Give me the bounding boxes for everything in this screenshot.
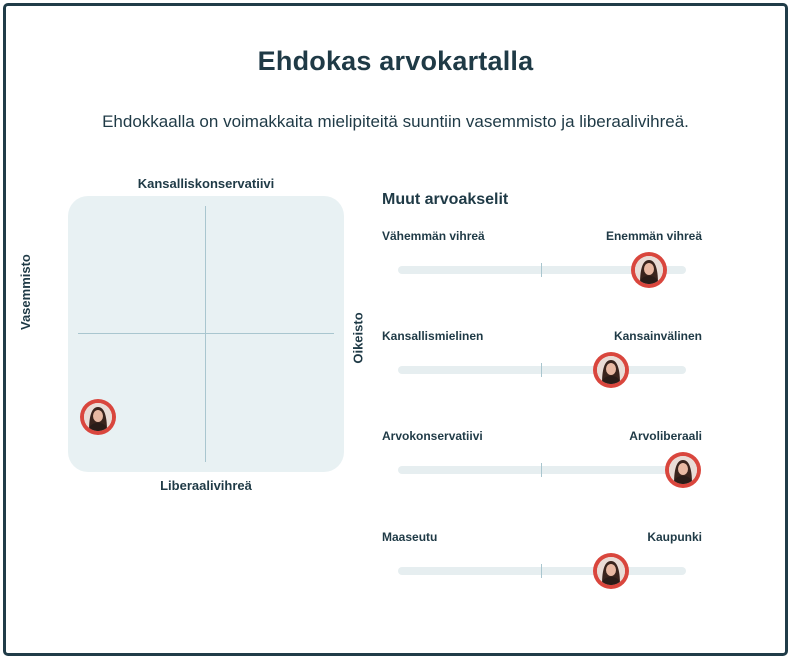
slider-left-label: Kansallismielinen <box>382 329 484 343</box>
slider-row <box>382 429 702 489</box>
slider-left-label: Maaseutu <box>382 530 438 544</box>
map-bottom-label: Liberaalivihreä <box>160 478 252 493</box>
slider-right-label: Arvoliberaali <box>629 429 702 443</box>
candidate-avatar-icon <box>631 252 667 288</box>
value-map <box>68 196 344 472</box>
slider-row <box>382 329 702 389</box>
map-right-label: Oikeisto <box>350 312 366 364</box>
other-axes-title: Muut arvoakselit <box>382 191 509 208</box>
slider-midpoint <box>541 463 542 477</box>
page-title: Ehdokas arvokartalla <box>257 46 534 76</box>
slider-right-label: Kaupunki <box>647 530 702 544</box>
candidate-avatar-icon <box>593 352 629 388</box>
slider-track <box>398 266 686 274</box>
slider-right-label: Enemmän vihreä <box>605 229 702 243</box>
slider-track <box>398 366 686 374</box>
slider-track <box>398 466 686 474</box>
slider-row <box>382 530 702 590</box>
slider-midpoint <box>541 564 542 578</box>
map-horizontal-axis <box>78 333 334 334</box>
slider-track <box>398 567 686 575</box>
slider-row <box>382 229 702 289</box>
page-subtitle: Ehdokkaalla on voimakkaita mielipiteitä suuntiin vasemmisto ja liberaalivihreä. <box>102 112 689 131</box>
map-left-label: Vasemmisto <box>18 254 34 330</box>
map-vertical-axis <box>205 206 206 462</box>
candidate-avatar-icon <box>665 452 701 488</box>
slider-right-label: Kansainvälinen <box>613 329 702 343</box>
candidate-avatar-icon <box>80 399 116 435</box>
slider-midpoint <box>541 263 542 277</box>
candidate-avatar-icon <box>593 553 629 589</box>
map-top-label: Kansalliskonservatiivi <box>137 176 275 191</box>
slider-midpoint <box>541 363 542 377</box>
slider-left-label: Arvokonservatiivi <box>382 429 483 443</box>
slider-left-label: Vähemmän vihreä <box>382 229 485 243</box>
